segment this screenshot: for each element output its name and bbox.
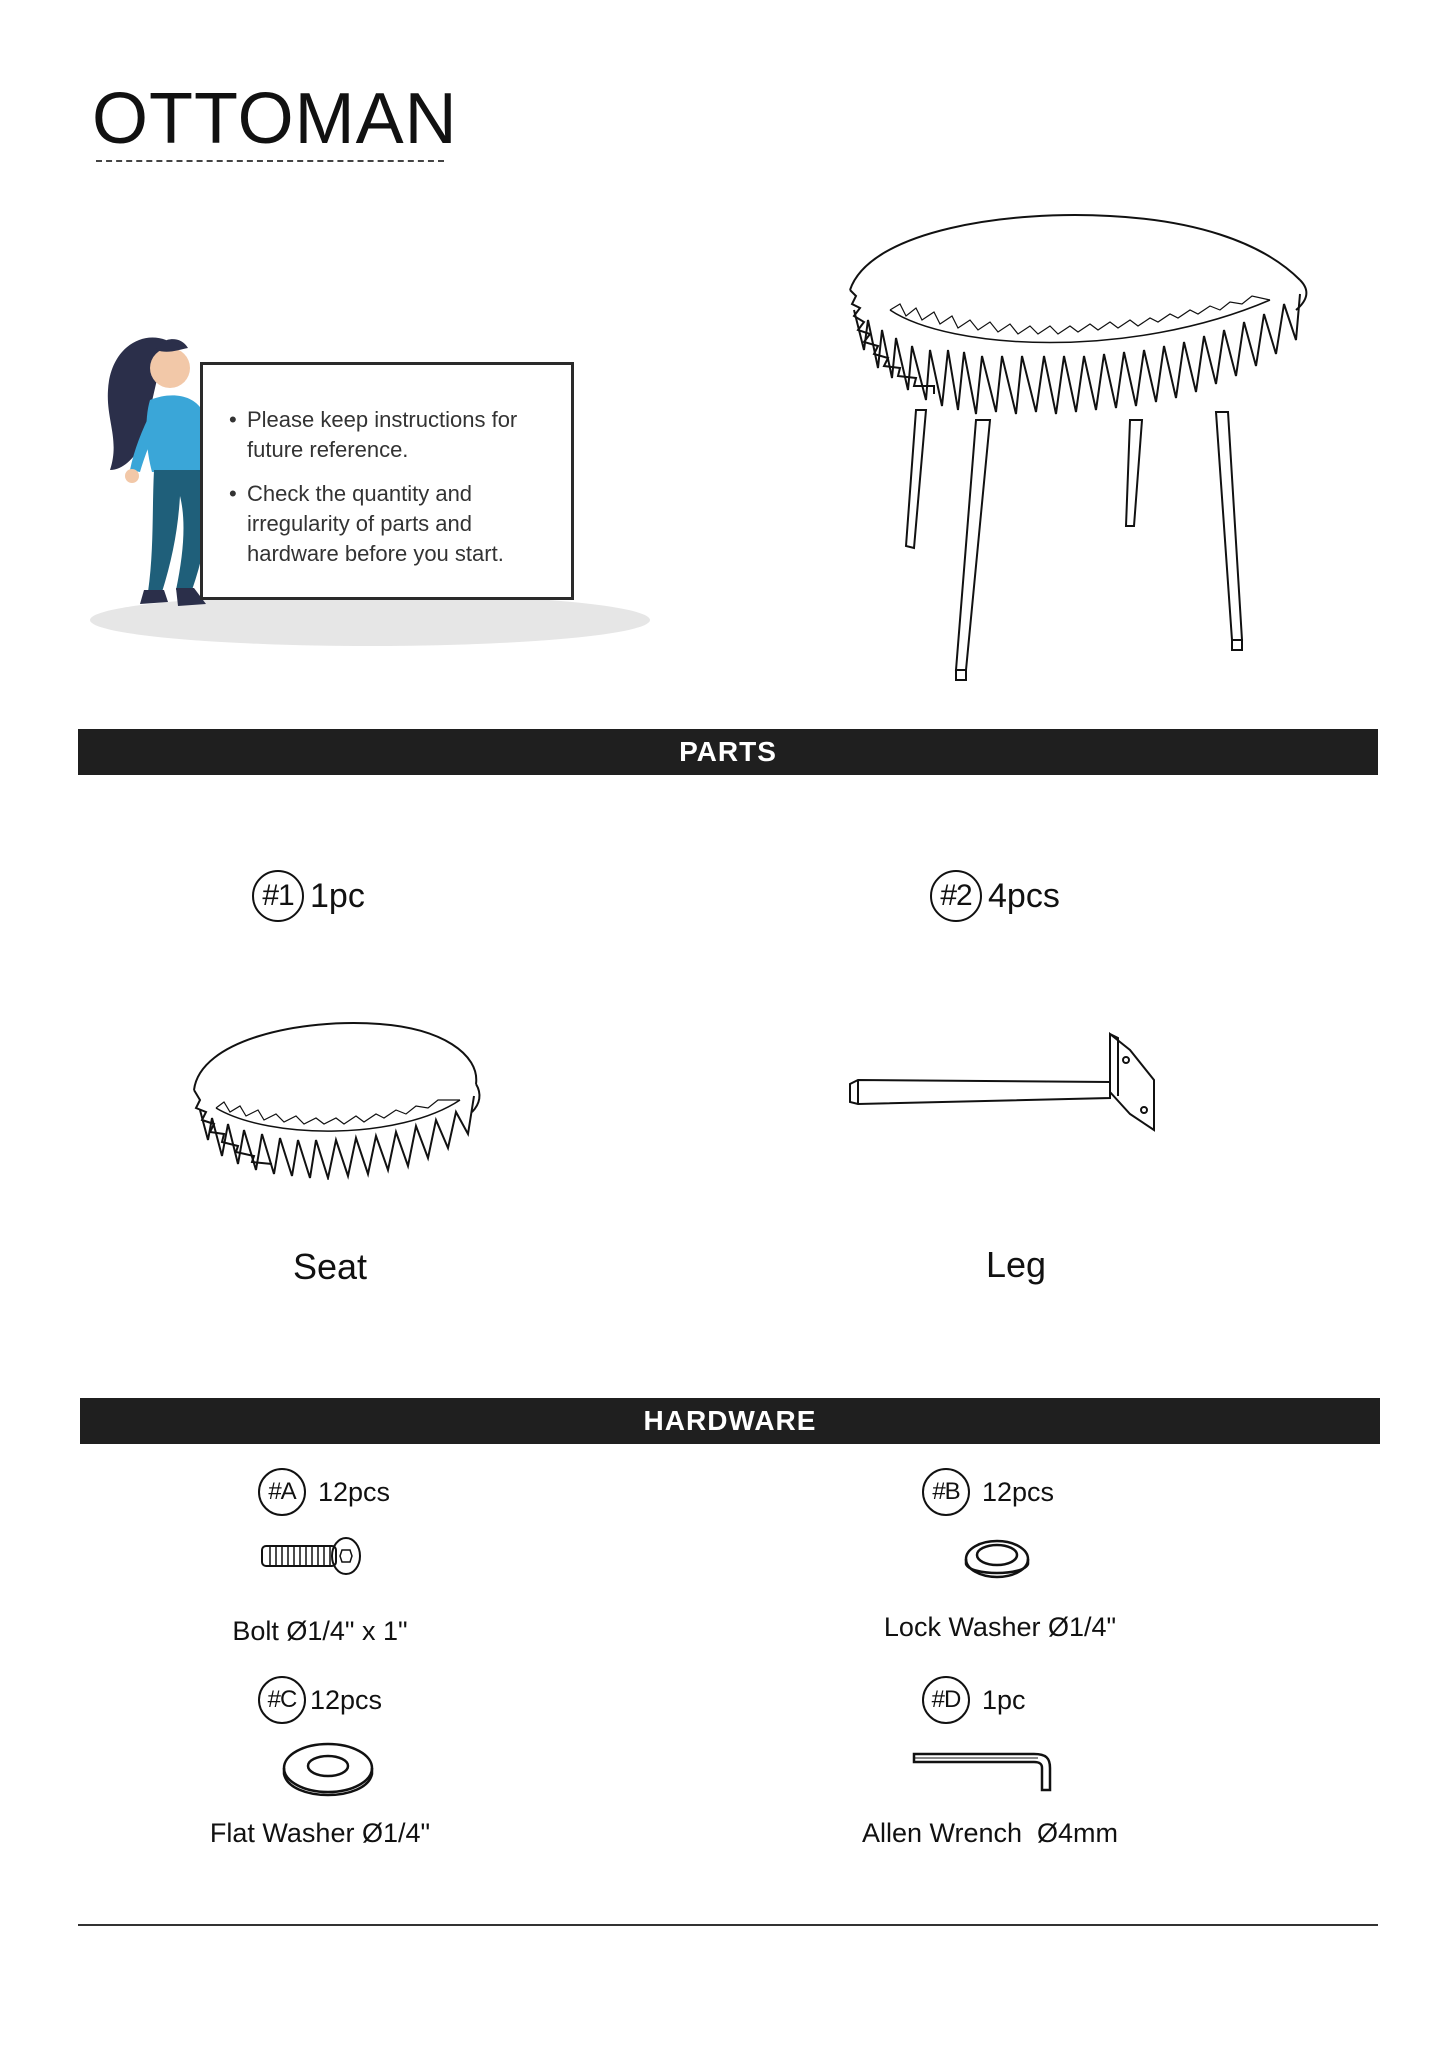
- note-bullet: • Please keep instructions for future reference.: [229, 405, 551, 465]
- part-2-name: Leg: [985, 1244, 1047, 1285]
- seat-drawing: [180, 1000, 490, 1180]
- title-underline: [96, 160, 444, 162]
- leg-drawing: [840, 1020, 1160, 1160]
- part-number-badge: #1: [252, 870, 304, 922]
- hardware-c-name: Flat Washer Ø1/4": [209, 1818, 431, 1848]
- hardware-number-badge: #B: [922, 1468, 970, 1516]
- hardware-quantity: 1pc: [982, 1684, 1026, 1715]
- part-quantity: 4pcs: [988, 876, 1060, 915]
- hardware-c-label: [258, 1676, 382, 1724]
- page-title: OTTOMAN: [92, 79, 458, 159]
- hardware-quantity: 12pcs: [318, 1476, 391, 1507]
- part-quantity: 1pc: [310, 876, 365, 915]
- flat-washer-drawing: [280, 1740, 376, 1802]
- hardware-b-name: Lock Washer Ø1/4": [883, 1612, 1117, 1642]
- hardware-number-badge: #C: [258, 1676, 306, 1724]
- bottom-divider: [78, 1924, 1378, 1926]
- instructions-note: [200, 362, 574, 600]
- hardware-b-label: [922, 1468, 1054, 1516]
- hardware-quantity: 12pcs: [982, 1476, 1055, 1507]
- hardware-section-header: HARDWARE: [80, 1398, 1380, 1444]
- allen-wrench-drawing: [910, 1746, 1060, 1796]
- hardware-number-badge: #D: [922, 1676, 970, 1724]
- note-bullet: • Check the quantity and irregularity of parts and hardware before you start.: [229, 479, 551, 569]
- hardware-d-name: Allen Wrench Ø4mm: [861, 1818, 1119, 1848]
- part-2-label: [930, 870, 1060, 922]
- bolt-drawing: [258, 1534, 368, 1578]
- hardware-a-label: [258, 1468, 390, 1516]
- hardware-a-name: Bolt Ø1/4" x 1": [232, 1616, 408, 1646]
- part-number-badge: #2: [930, 870, 982, 922]
- part-1-name: Seat: [292, 1246, 368, 1287]
- hardware-number-badge: #A: [258, 1468, 306, 1516]
- assembled-ottoman-drawing: [830, 200, 1330, 700]
- part-1-label: [252, 870, 365, 922]
- lock-washer-drawing: [960, 1534, 1034, 1584]
- parts-section-header: PARTS: [78, 729, 1378, 775]
- hardware-d-label: [922, 1676, 1026, 1724]
- hardware-quantity: 12pcs: [310, 1684, 383, 1715]
